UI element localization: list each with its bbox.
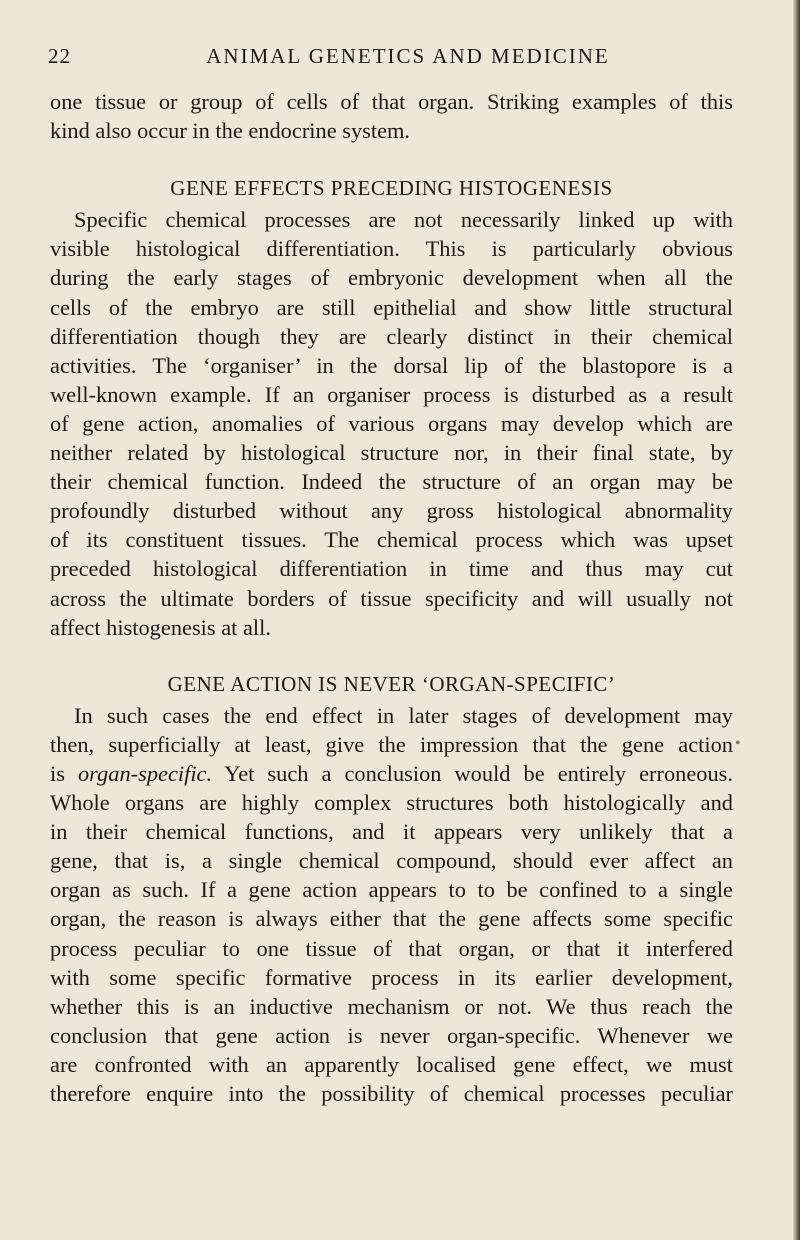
text-line: in their chemical functions, and it appears very unlikely that a xyxy=(50,819,733,845)
text-line: preceded histological differentiation in time and thus may cut xyxy=(50,556,733,582)
text-line: one tissue or group of cells of that organ. Striking examples of this xyxy=(50,89,733,114)
text-line: whether this is an inductive mechanism or not. We thus reach the xyxy=(50,993,733,1019)
text-line: gene, that is, a single chemical compound, should ever affect an xyxy=(50,848,733,874)
section-paragraph xyxy=(50,205,733,641)
section-heading: GENE EFFECTS PRECEDING HISTOGENESIS xyxy=(170,176,613,201)
page-number: 22 xyxy=(48,44,71,68)
text-line: organ as such. If a gene action appears to to be confined to a single xyxy=(50,877,733,903)
text-line: affect histogenesis at all. xyxy=(50,614,271,640)
text-line: process peculiar to one tissue of that organ, or that it interfered xyxy=(50,935,733,961)
italic-term: organ-specific. xyxy=(77,760,213,786)
text-line: their chemical function. Indeed the structure of an organ may be xyxy=(50,469,733,495)
text-line: cells of the embryo are still epithelial and show little structural xyxy=(50,294,733,320)
text-line: well-known example. If an organiser process is disturbed as a result xyxy=(50,381,733,407)
text-line: differentiation though they are clearly distinct in their chemical xyxy=(50,323,733,349)
text-line: with some specific formative process in its earlier development, xyxy=(50,964,733,990)
text-line: neither related by histological structure nor, in their final state, by xyxy=(50,440,733,466)
text-line: organ, the reason is always either that the gene affects some specific xyxy=(50,906,733,932)
section-paragraph xyxy=(50,701,733,1108)
page-body xyxy=(50,87,733,1108)
text-line: during the early stages of embryonic development when all the xyxy=(50,265,733,291)
section-heading: GENE ACTION IS NEVER ‘ORGAN-SPECIFIC’ xyxy=(167,671,616,696)
text-fragment: Yet such a conclusion would be entirely erroneous. xyxy=(212,760,733,786)
text-line: activities. The ‘organiser’ in the dorsal lip of the blastopore is a xyxy=(50,352,733,378)
text-line: profoundly disturbed without any gross histological abnormality xyxy=(50,498,733,524)
page-edge-shadow xyxy=(793,0,800,1240)
text-line: kind also occur in the endocrine system. xyxy=(50,118,411,144)
text-line-with-italic xyxy=(50,759,733,788)
intro-paragraph xyxy=(50,87,733,145)
text-line: Specific chemical processes are not necessarily linked up with xyxy=(74,207,733,233)
margin-mark: • xyxy=(735,735,741,752)
text-line: visible histological differentiation. This is particularly obvious xyxy=(50,236,733,262)
text-line: In such cases the end effect in later stages of development may xyxy=(74,702,733,728)
text-line: across the ultimate borders of tissue specificity and will usually not xyxy=(50,585,733,611)
running-title: ANIMAL GENETICS AND MEDICINE xyxy=(206,44,610,68)
text-line: conclusion that gene action is never organ-specific. Whenever we xyxy=(50,1022,733,1048)
text-line: Whole organs are highly complex structures both histologically and xyxy=(50,790,733,816)
text-line: of its constituent tissues. The chemical process which was upset xyxy=(50,527,733,553)
text-line: are confronted with an apparently localised gene effect, we must xyxy=(50,1051,733,1077)
running-header xyxy=(48,44,728,74)
text-line: then, superficially at least, give the impression that the gene action xyxy=(50,731,733,757)
text-line: of gene action, anomalies of various organs may develop which are xyxy=(50,410,733,436)
text-fragment: is xyxy=(50,760,78,786)
text-line: therefore enquire into the possibility of chemical processes peculiar xyxy=(50,1081,733,1106)
